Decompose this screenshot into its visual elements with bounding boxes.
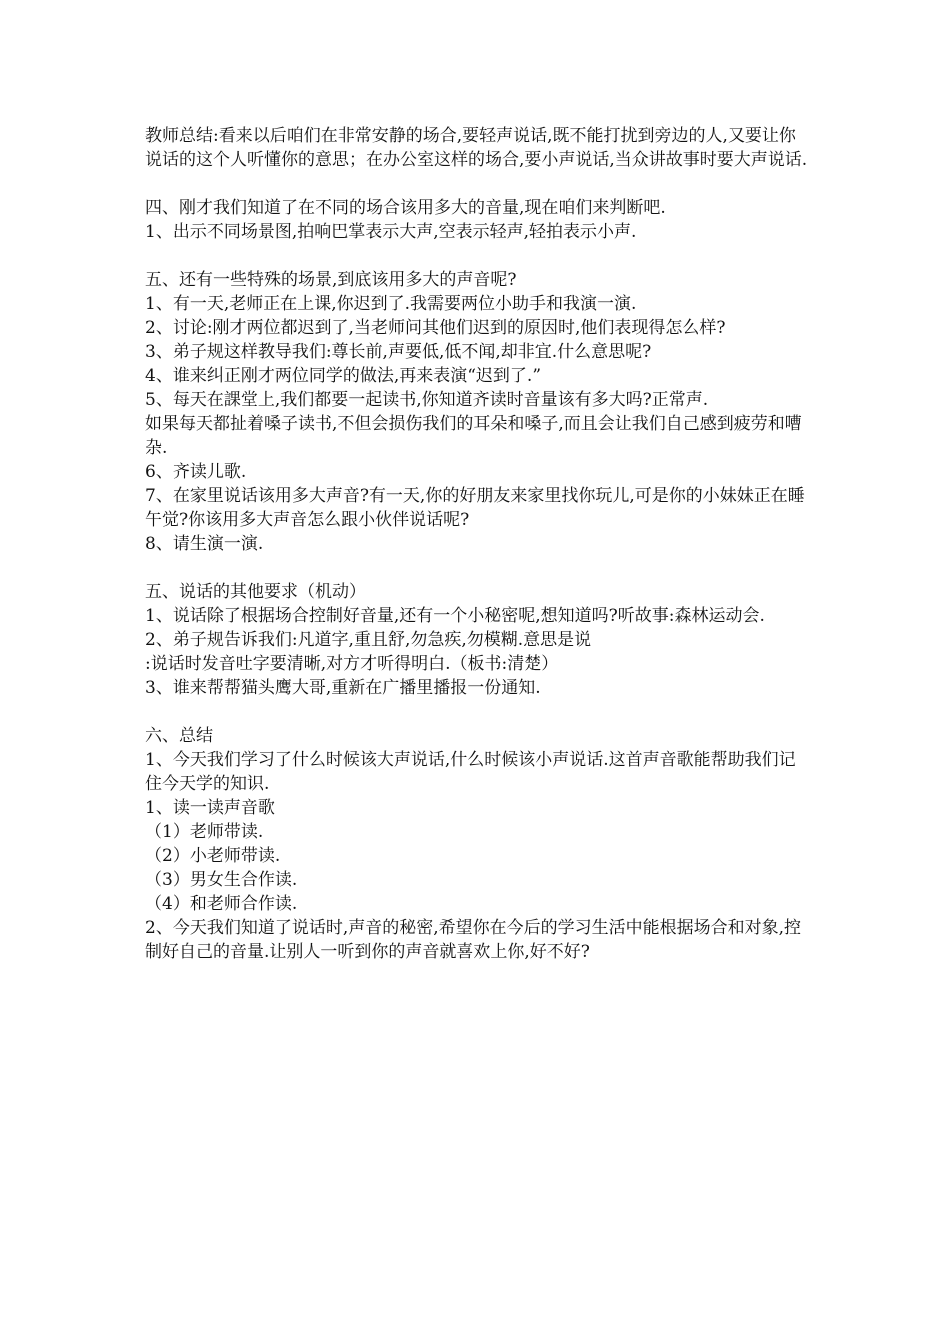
paragraph: 1、有一天,老师正在上课,你迟到了.我需要两位小助手和我演一演. <box>145 294 637 314</box>
paragraph: 五、说话的其他要求（机动） <box>145 582 366 602</box>
paragraph: 1、说话除了根据场合控制好音量,还有一个小秘密呢,想知道吗?听故事:森林运动会. <box>145 606 765 626</box>
paragraph: 六、总结 <box>145 726 213 746</box>
paragraph: 2、讨论:刚才两位都迟到了,当老师问其他们迟到的原因时,他们表现得怎么样? <box>145 318 726 338</box>
paragraph: 四、刚才我们知道了在不同的场合该用多大的音量,现在咱们来判断吧. <box>145 198 666 218</box>
paragraph: :说话时发音吐字要清晰,对方才听得明白.（板书:清楚） <box>145 654 559 674</box>
paragraph-gap <box>145 172 810 196</box>
paragraph: （2）小老师带读. <box>145 846 281 866</box>
paragraph: 1、读一读声音歌 <box>145 798 275 818</box>
paragraph-gap <box>145 556 810 580</box>
paragraph: 1、今天我们学习了什么时候该大声说话,什么时候该小声说话.这首声音歌能帮助我们记住今天学的知识. <box>145 750 796 794</box>
paragraph: 教师总结:看来以后咱们在非常安静的场合,要轻声说话,既不能打扰到旁边的人,又要让你说话的这个人听懂你的意思；在办公室这样的场合,要小声说话,当众讲故事时要大声说话. <box>145 126 808 170</box>
paragraph: 1、出示不同场景图,拍响巴掌表示大声,空表示轻声,轻拍表示小声. <box>145 222 637 242</box>
paragraph: 如果每天都扯着嗓子读书,不但会损伤我们的耳朵和嗓子,而且会让我们自己感到疲劳和嘈杂. <box>145 414 802 458</box>
paragraph: 3、谁来帮帮猫头鹰大哥,重新在广播里播报一份通知. <box>145 678 541 698</box>
paragraph-gap <box>145 700 810 724</box>
paragraph: 5、每天在課堂上,我们都要一起读书,你知道齐读时音量该有多大吗?正常声. <box>145 390 709 410</box>
paragraph: 五、还有一些特殊的场景,到底该用多大的声音呢? <box>145 270 517 290</box>
paragraph: （1）老师带读. <box>145 822 264 842</box>
paragraph: 2、今天我们知道了说话时,声音的秘密,希望你在今后的学习生活中能根据场合和对象,控制好自己的音量.让别人一听到你的声音就喜欢上你,好不好? <box>145 918 802 962</box>
paragraph: 8、请生演一演. <box>145 534 264 554</box>
paragraph: 3、弟子规这样教导我们:尊长前,声要低,低不闻,却非宜.什么意思呢? <box>145 342 652 362</box>
paragraph: （3）男女生合作读. <box>145 870 298 890</box>
paragraph: 2、弟子规告诉我们:凡道字,重且舒,勿急疾,勿模糊.意思是说 <box>145 630 592 650</box>
document-page <box>145 124 810 964</box>
paragraph: （4）和老师合作读. <box>145 894 298 914</box>
paragraph: 4、谁来纠正刚才两位同学的做法,再来表演“迟到了.” <box>145 366 542 386</box>
paragraph-gap <box>145 244 810 268</box>
paragraph: 6、齐读儿歌. <box>145 462 247 482</box>
paragraph: 7、在家里说话该用多大声音?有一天,你的好朋友来家里找你玩儿,可是你的小妹妹正在睡午觉?你该用多大声音怎么跟小伙伴说话呢? <box>145 486 805 530</box>
